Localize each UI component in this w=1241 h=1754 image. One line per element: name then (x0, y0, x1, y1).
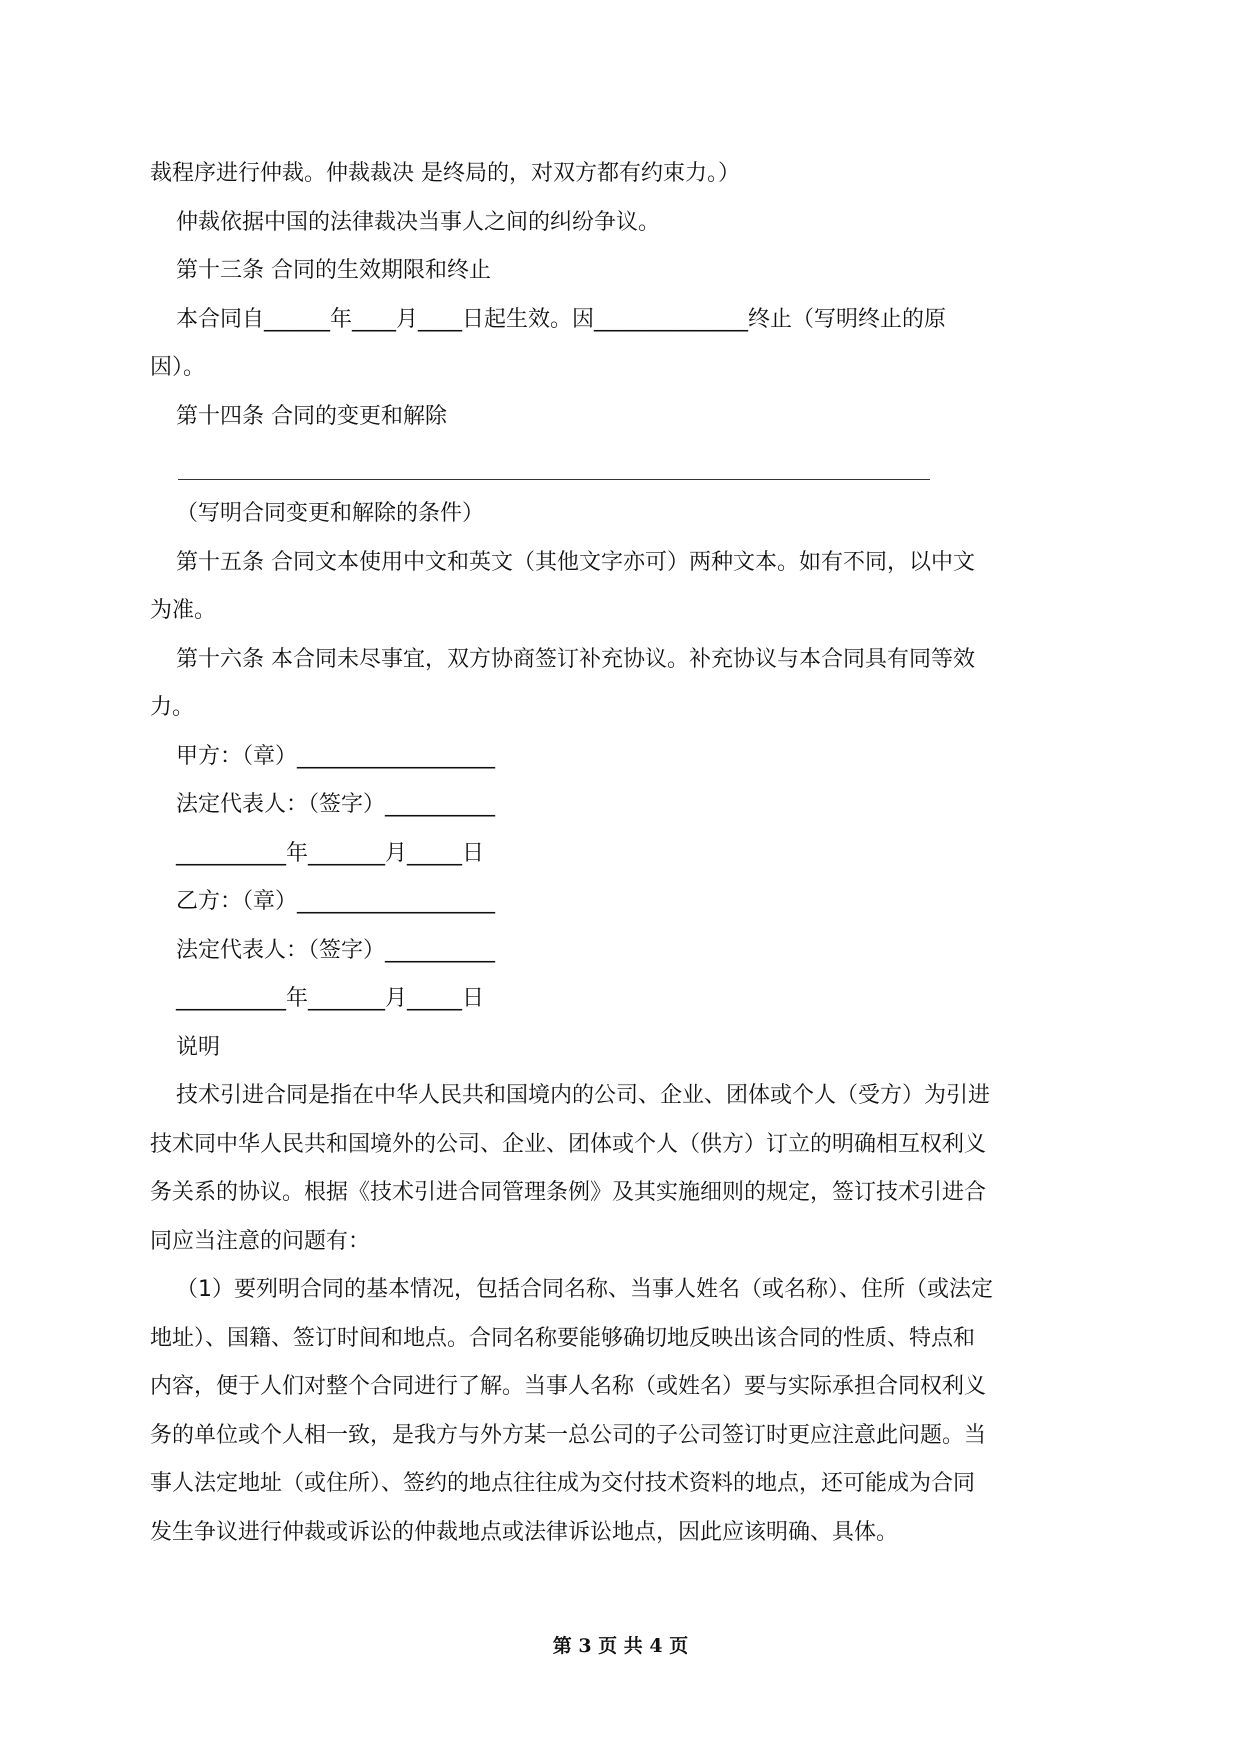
text-line: 务的单位或个人相一致，是我方与外方某一总公司的子公司签订时更应注意此问题。当 (150, 1423, 987, 1448)
text-line: 因）。 (150, 355, 206, 380)
signature-date-a: __________年_______月_____日 (176, 841, 485, 866)
text-line: （1）要列明合同的基本情况，包括合同名称、当事人姓名（或名称）、住所（或法定 (176, 1277, 993, 1302)
signature-party-a: 甲方：（章）__________________ (176, 744, 496, 769)
section-heading: 第十三条 合同的生效期限和终止 (176, 258, 491, 283)
page-number: 第 3 页 共 4 页 (552, 1635, 689, 1657)
section-heading: 第十六条 本合同未尽事宜，双方协商签订补充协议。补充协议与本合同具有同等效 (176, 647, 975, 672)
text-line: 地址）、国籍、签订时间和地点。合同名称要能够确切地反映出该合同的性质、特点和 (150, 1326, 976, 1351)
text-line: 发生争议进行仲裁或诉讼的仲裁地点或法律诉讼地点，因此应该明确、具体。 (150, 1520, 899, 1545)
text-line: 力。 (150, 695, 195, 720)
text-line: 事人法定地址（或住所）、签约的地点往往成为交付技术资料的地点，还可能成为合同 (150, 1471, 976, 1496)
text-line: 裁程序进行仲裁。仲裁裁决 是终局的，对双方都有约束力。） (150, 161, 740, 186)
signature-date-b: __________年_______月_____日 (176, 986, 485, 1011)
text-line: 仲裁依据中国的法律裁决当事人之间的纠纷争议。 (176, 210, 661, 235)
section-heading: 第十四条 合同的变更和解除 (176, 404, 447, 429)
blank-line (178, 479, 930, 480)
section-heading: 第十五条 合同文本使用中文和英文（其他文字亦可）两种文本。如有不同，以中文 (176, 550, 975, 575)
signature-party-b: 乙方：（章）__________________ (176, 889, 496, 914)
notes-heading: 说明 (176, 1035, 221, 1060)
signature-representative-a: 法定代表人：（签字）__________ (176, 792, 496, 817)
text-line: 技术同中华人民共和国境外的公司、企业、团体或个人（供方）订立的明确相互权利义 (150, 1132, 987, 1157)
text-line: 为准。 (150, 598, 217, 623)
text-line: 同应当注意的问题有： (150, 1229, 371, 1254)
text-line: 技术引进合同是指在中华人民共和国境内的公司、企业、团体或个人（受方）为引进 (176, 1083, 991, 1108)
text-line: 本合同自______年____月____日起生效。因______________终止（写明终止的原 (176, 307, 947, 332)
signature-representative-b: 法定代表人：（签字）__________ (176, 938, 496, 963)
text-line: （写明合同变更和解除的条件） (176, 501, 485, 526)
text-line: 务关系的协议。根据《技术引进合同管理条例》及其实施细则的规定，签订技术引进合 (150, 1180, 987, 1205)
text-line: 内容，便于人们对整个合同进行了解。当事人名称（或姓名）要与实际承担合同权利义 (150, 1374, 987, 1399)
